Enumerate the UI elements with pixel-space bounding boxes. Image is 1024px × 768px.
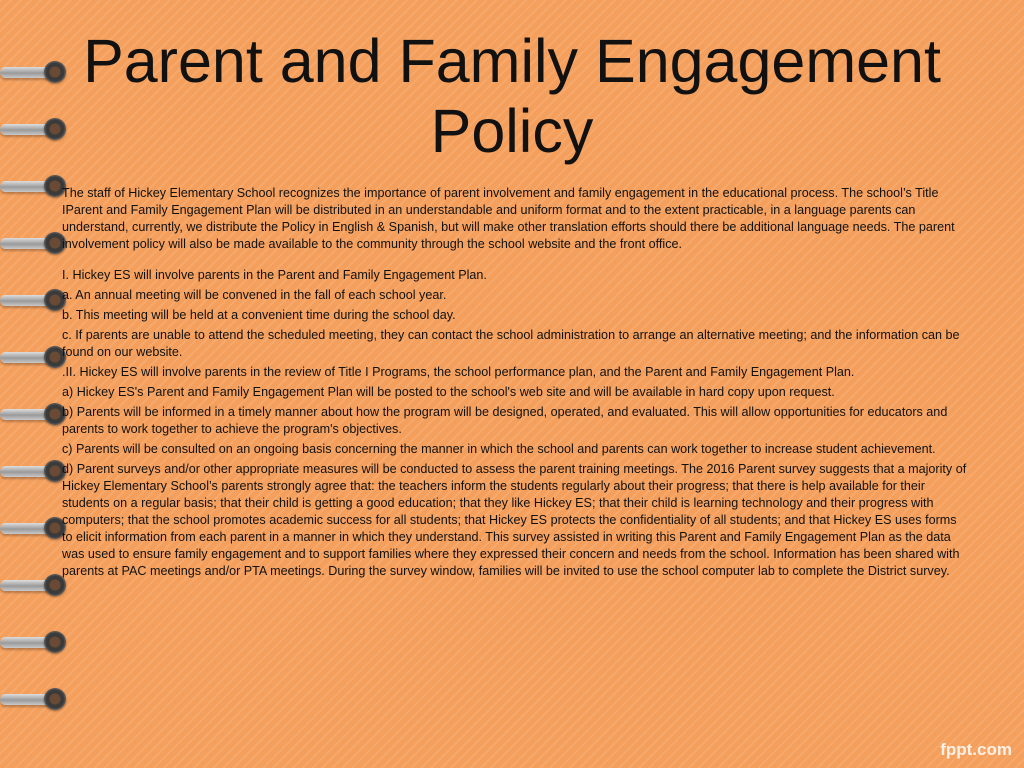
policy-item: .II. Hickey ES will involve parents in the review of Title I Programs, the school performance plan, and the Parent and Family Engagement Plan. [62, 365, 855, 379]
policy-item: a. An annual meeting will be convened in the fall of each school year. [62, 288, 447, 302]
slide-title: Parent and Family Engagement Policy [83, 27, 941, 165]
slide-body [62, 185, 968, 583]
binder-ring-icon [0, 626, 72, 660]
fppt-watermark: fppt.com [940, 740, 1012, 759]
policy-item: a) Hickey ES's Parent and Family Engagement Plan will be posted to the school's web site and will be available in hard copy upon request. [62, 385, 835, 399]
policy-item: b) Parents will be informed in a timely manner about how the program will be designed, operated, and evaluated. This will allow opportunities for educators and parents to work together to achieve the program's objectives. [62, 405, 948, 436]
intro-paragraph: The staff of Hickey Elementary School recognizes the importance of parent involvement and family engagement in the educational process. The school’s Title IParent and Family Engagement Plan will be distributed in an understandable and uniform format and to the extent practicable, in a language parents can understand, currently, we distribute the Policy in English & Spanish, but will make other translation efforts should there be additional language needs. The parent involvement policy will also be made available to the community through the school website and the front office. [62, 186, 955, 251]
policy-item: I. Hickey ES will involve parents in the Parent and Family Engagement Plan. [62, 268, 487, 282]
policy-item: b. This meeting will be held at a convenient time during the school day. [62, 308, 456, 322]
policy-item: c) Parents will be consulted on an ongoing basis concerning the manner in which the school and parents can work together to increase student achievement. [62, 442, 936, 456]
policy-item: c. If parents are unable to attend the scheduled meeting, they can contact the school administration to arrange an alternative meeting; and the information can be found on our website. [62, 328, 960, 359]
policy-item: d) Parent surveys and/or other appropriate measures will be conducted to assess the parent training meetings. The 2016 Parent survey suggests that a majority of Hickey Elementary School’s parents strongly agree that: the teachers inform the students regularly about their progress; that there is help available for their students on a regular basis; that their child is getting a good education; that they like Hickey ES; that their child is learning technology and their progress with computers; that the school promotes academic success for all students; that Hickey ES protects the confidentiality of all students; and that Hickey ES uses forms to elicit information from each parent in a manner in which they understand. This survey assisted in writing this Parent and Family Engagement Plan as the data was used to ensure family engagement and to support families where they expressed their concern and needs from the school. Information has been shared with parents at PAC meetings and/or PTA meetings. During the survey window, families will be invited to use the school computer lab to complete the District survey. [62, 462, 967, 578]
binder-ring-icon [0, 683, 72, 717]
